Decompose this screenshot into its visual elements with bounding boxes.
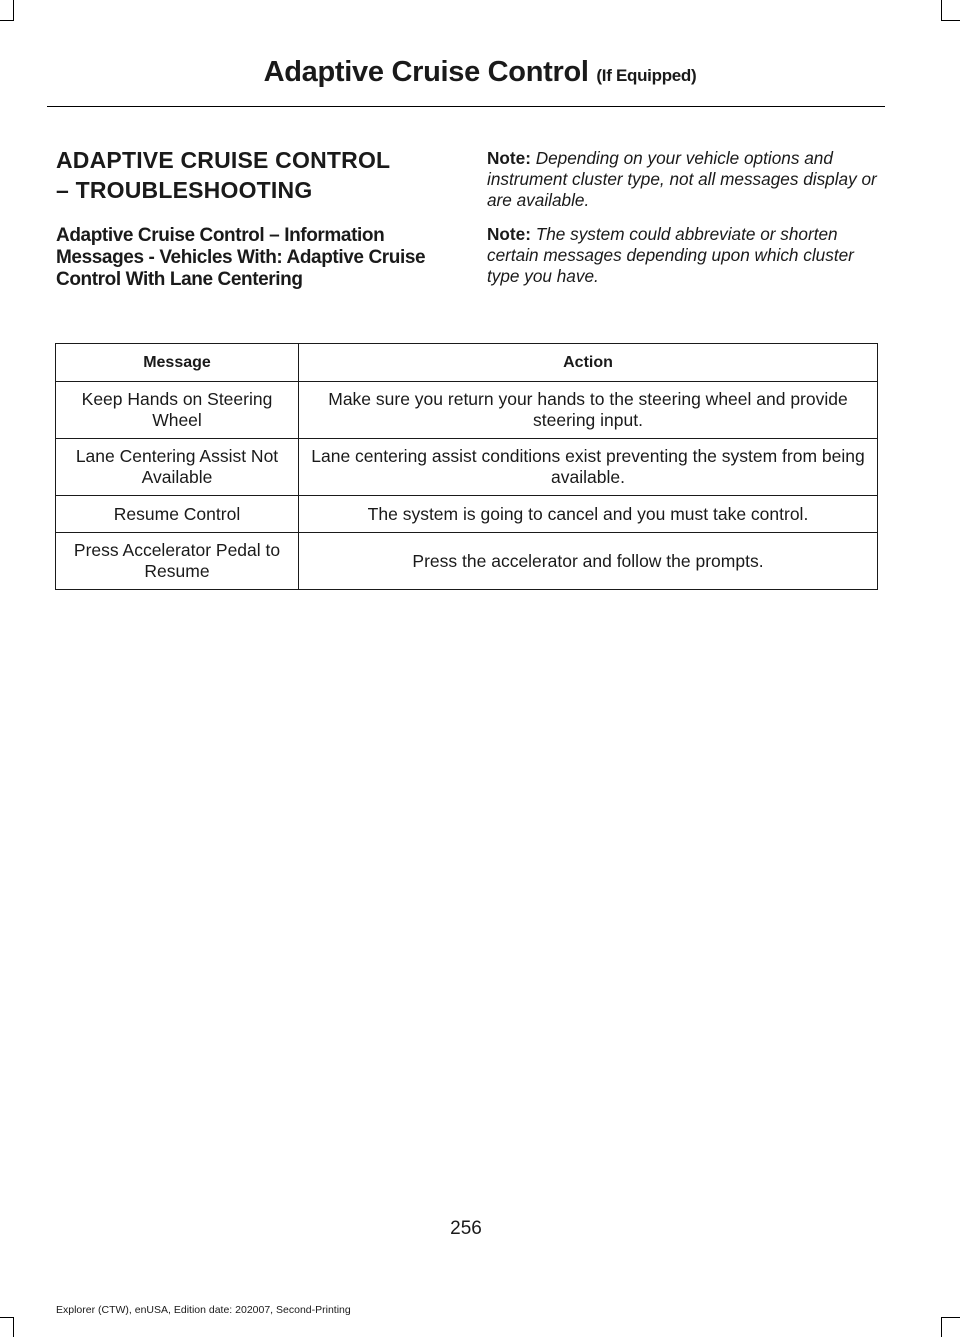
action-cell: Lane centering assist conditions exist preventing the system from being available. — [299, 439, 878, 496]
chapter-title: Adaptive Cruise Control — [263, 56, 589, 88]
messages-table — [55, 343, 878, 590]
note-text: Depending on your vehicle options and instrument cluster type, not all messages display or are available. — [487, 148, 877, 210]
crop-mark — [13, 1317, 14, 1337]
action-cell: The system is going to cancel and you must take control. — [299, 496, 878, 533]
crop-mark — [941, 0, 942, 20]
note-text: The system could abbreviate or shorten certain messages depending upon which cluster type you have. — [487, 224, 854, 286]
crop-mark — [13, 0, 14, 20]
section-subtitle: Adaptive Cruise Control – Information Messages - Vehicles With: Adaptive Cruise Control With Lane Centering — [56, 225, 426, 290]
message-cell: Press Accelerator Pedal to Resume — [56, 533, 299, 590]
column-header-action: Action — [299, 344, 878, 382]
section-title-line-2: – TROUBLESHOOTING — [56, 177, 313, 203]
column-header-message: Message — [56, 344, 299, 382]
crop-mark — [941, 1317, 942, 1337]
crop-mark — [0, 20, 14, 21]
note-label: Note: — [487, 148, 531, 168]
left-column — [56, 145, 456, 291]
table-row — [56, 382, 878, 439]
section-title-line-1: ADAPTIVE CRUISE CONTROL — [56, 147, 391, 173]
header-rule — [47, 106, 885, 107]
table-header-row — [56, 344, 878, 382]
crop-mark — [0, 1317, 14, 1318]
crop-mark — [941, 20, 960, 21]
table-row — [56, 533, 878, 590]
running-header — [0, 56, 960, 89]
table-row — [56, 439, 878, 496]
table-row — [56, 496, 878, 533]
note-2 — [487, 224, 882, 287]
message-cell: Resume Control — [56, 496, 299, 533]
right-column — [487, 148, 882, 300]
section-title — [56, 145, 456, 205]
action-cell: Make sure you return your hands to the steering wheel and provide steering input. — [299, 382, 878, 439]
footer-edition: Explorer (CTW), enUSA, Edition date: 202007, Second-Printing — [56, 1304, 351, 1316]
chapter-qualifier: (If Equipped) — [596, 66, 697, 85]
message-cell: Lane Centering Assist Not Available — [56, 439, 299, 496]
crop-mark — [941, 1317, 960, 1318]
message-cell: Keep Hands on Steering Wheel — [56, 382, 299, 439]
note-label: Note: — [487, 224, 531, 244]
note-1 — [487, 148, 882, 211]
page-number: 256 — [450, 1218, 482, 1239]
action-cell: Press the accelerator and follow the prompts. — [299, 533, 878, 590]
